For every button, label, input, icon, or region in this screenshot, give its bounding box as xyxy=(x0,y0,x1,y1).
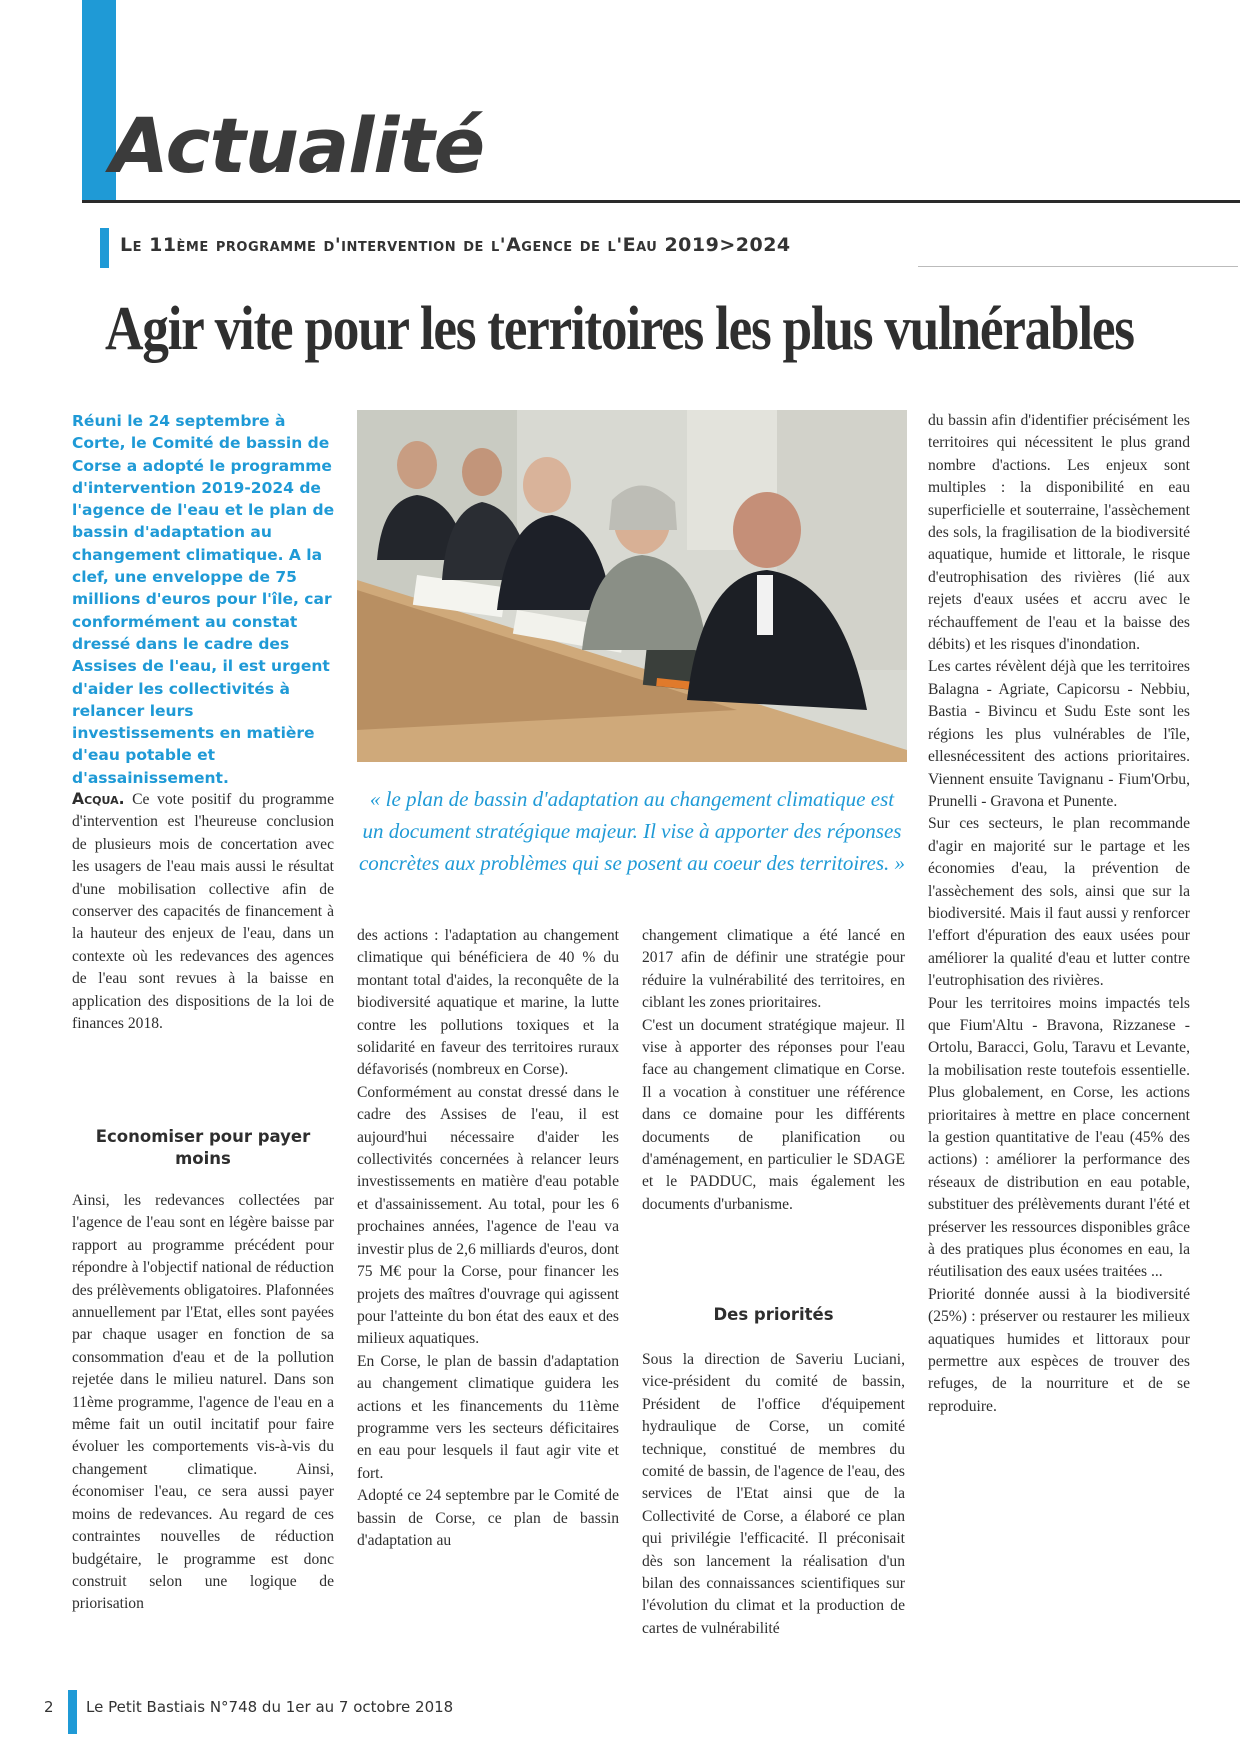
paragraph: Pour les territoires moins impactés tels que Fium'Altu - Bravona, Rizzanese - Ortolu, Baracci, Golu, Taravu et Levante, la mobilisation reste toutefois essentielle. Plus globalement, en Corse, les actions prioritaires à mettre en place concernent la gestion quantitative de l'eau (45% des actions) : améliorer la performance des réseaux de distribution en eau potable, substituer des prélèvements durant l'été et préserver les ressources disponibles grâce à des pratiques plus économes en eau, la réutilisation des eaux usées traitées ... xyxy=(928,994,1190,1281)
article-intro xyxy=(72,788,334,1035)
section-title: Actualité xyxy=(110,101,485,190)
intro-text: Ce vote positif du programme d'intervention est l'heureuse conclusion de plusieurs mois de concertation avec les usagers de l'eau mais aussi le résultat d'une mobilisation collective afin de conserver des capacités de financement à la hauteur des enjeux de l'eau, dans un contexte où les redevances des agences de l'eau sont revues à la baisse en application des dispositions de la loi de finances 2018. xyxy=(72,791,334,1033)
paragraph: changement climatique a été lancé en 2017 afin de définir une stratégie pour réduire la vulnérabilité des territoires, en ciblant les zones prioritaires. xyxy=(642,927,905,1012)
headline: Agir vite pour les territoires les plus vulnérables xyxy=(105,295,1134,363)
intro-lead-word: Acqua. xyxy=(72,790,125,808)
paragraph: En Corse, le plan de bassin d'adaptation au changement climatique guidera les actions et les financements du 11ème programme vers les secteurs déficitaires en eau pour lesquels il faut agir vite et fort. xyxy=(357,1352,619,1482)
page-number: 2 xyxy=(44,1698,54,1716)
article-column-3 xyxy=(642,925,905,1216)
kicker-accent-bar xyxy=(100,228,109,268)
publication-info: Le Petit Bastiais N°748 du 1er au 7 octobre 2018 xyxy=(86,1698,454,1716)
paragraph: des actions : l'adaptation au changement climatique qui bénéficiera de 40 % du montant total d'aides, la reconquête de la biodiversité aquatique et marine, la lutte contre les pollutions toxiques et la solidarité en faveur des territoires ruraux défavorisés (nombreux en Corse). xyxy=(357,927,619,1079)
paragraph: Adopté ce 24 septembre par le Comité de bassin de Corse, ce plan de bassin d'adaptation au xyxy=(357,1487,619,1549)
pull-quote: « le plan de bassin d'adaptation au changement climatique est un document stratégique majeur. Il vise à apporter des réponses concrètes aux problèmes qui se posent au coeur des territoires. » xyxy=(358,787,906,875)
kicker-rule xyxy=(918,266,1238,267)
lede: Réuni le 24 septembre à Corte, le Comité de bassin de Corse a adopté le programme d'intervention 2019-2024 de l'agence de l'eau et le plan de bassin d'adaptation au changement climatique. A la clef, une enveloppe de 75 millions d'euros pour l'île, car conformément au constat dressé dans le cadre des Assises de l'eau, il est urgent d'aider les collectivités à relancer leurs investissements en matière d'eau potable et d'assainissement. xyxy=(72,412,335,787)
paragraph: Les cartes révèlent déjà que les territoires Balagna - Agriate, Capicorsu - Nebbiu, Bastia - Bivincu et Sudu Este sont les régions les plus vulnérables de l'île, ellesnécessitent des actions prioritaires. Viennent ensuite Tavignanu - Fium'Orbu, Prunelli - Gravona et Punente. xyxy=(928,658,1190,810)
article-column-3-continued xyxy=(642,1349,905,1640)
paragraph: du bassin afin d'identifier précisément les territoires qui nécessitent le plus grand nombre d'actions. Les enjeux sont multiples : la disponibilité en eau superficielle et souterraine, l'assèchement des sols, la fragilisation de la biodiversité aquatique, humide et littorale, le risque d'eutrophisation des rivières (lié aux rejets d'eaux usées et accru avec le réchauffement de l'eau et la baisse des débits) et les risques d'inondation. xyxy=(928,412,1190,654)
paragraph: Conformément au constat dressé dans le cadre des Assises de l'eau, il est aujourd'hui nécessaire d'aider les collectivités concernées à relancer leurs investissements en matière d'eau potable et d'assainissement. Au total, pour les 6 prochaines années, l'agence de l'eau va investir plus de 2,6 milliards d'euros, dont 75 M€ pour la Corse, pour financer les projets des maîtres d'ouvrage qui agissent pour l'atteinte du bon état des eaux et des milieux aquatiques. xyxy=(357,1083,619,1348)
subheading-economiser: Economiser pour payer moins xyxy=(95,1127,311,1168)
article-column-2 xyxy=(357,925,619,1552)
paragraph: Ainsi, les redevances collectées par l'agence de l'eau sont en légère baisse par rapport au programme précédent pour répondre à l'objectif national de réduction des prélèvements obligatoires. Plafonnées annuellement par l'Etat, elles sont payées par chaque usager en fonction de sa consommation d'eau et de la pollution rejetée dans le milieu naturel. Dans son 11ème programme, l'agence de l'eau en a même fait un outil incitatif pour faire évoluer les comportements vis-à-vis du changement climatique. Ainsi, économiser l'eau, ce sera aussi payer moins de redevances. Au regard de ces contraintes nouvelles de réduction budgétaire, le programme est donc construit selon une logique de priorisation xyxy=(72,1192,334,1613)
meeting-photo xyxy=(357,410,907,762)
article-column-4 xyxy=(928,410,1190,1418)
paragraph: Sur ces secteurs, le plan recommande d'agir en majorité sur le partage et les économies d'eau, la prévention de l'assèchement des sols, ainsi que sur la biodiversité. Mais il faut aussi y renforcer l'effort d'épuration des eaux usées pour améliorer la qualité d'eau et lutter contre l'eutrophisation des rivières. xyxy=(928,815,1190,990)
paragraph: Sous la direction de Saveriu Luciani, vice-président du comité de bassin, Président de l'office d'équipement hydraulique de Corse, un comité technique, constitué de membres du comité de bassin, de l'agence de l'eau, des services de l'Etat ainsi que de la Collectivité de Corse, a élaboré ce plan qui privilégie l'efficacité. Il préconisait dès son lancement la réalisation d'un bilan des connaissances scientifiques sur l'évolution du climat et la production de cartes de vulnérabilité xyxy=(642,1351,905,1637)
article-column-1 xyxy=(72,1190,334,1616)
section-divider xyxy=(82,200,1240,203)
kicker: Le 11ème programme d'intervention de l'Agence de l'Eau 2019>2024 xyxy=(120,234,791,256)
subheading-priorites: Des priorités xyxy=(713,1305,834,1324)
paragraph: Priorité donnée aussi à la biodiversité (25%) : préserver ou restaurer les milieux aquatiques humides et littoraux pour permettre aux espèces de trouver des refuges, de la nourriture et de se reproduire. xyxy=(928,1285,1190,1415)
paragraph: C'est un document stratégique majeur. Il vise à apporter des réponses pour l'eau face au changement climatique en Corse. Il a vocation à constituer une référence dans ce domaine pour les différents documents de planification ou d'aménagement, en particulier le SDAGE et le PADDUC, mais également les documents d'urbanisme. xyxy=(642,1016,905,1213)
footer-accent-bar xyxy=(68,1690,77,1734)
